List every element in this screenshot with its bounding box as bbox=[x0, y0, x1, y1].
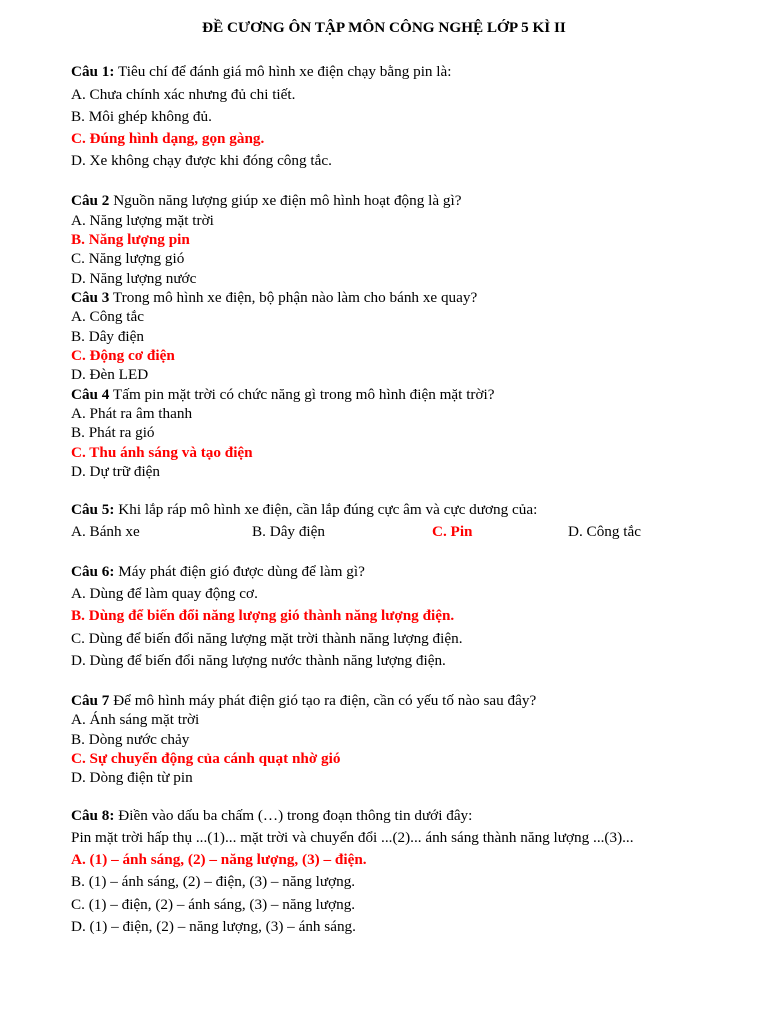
q4-option-a: A. Phát ra âm thanh bbox=[71, 405, 193, 422]
question-label: Câu 2 bbox=[71, 192, 110, 209]
q1-option-c-correct: C. Đúng hình dạng, gọn gàng. bbox=[71, 130, 265, 147]
question-text: Điền vào dấu ba chấm (…) trong đoạn thông tin dưới đây: bbox=[114, 807, 473, 824]
q4-option-b: B. Phát ra gió bbox=[71, 424, 155, 441]
question-5 bbox=[71, 501, 537, 519]
q7-option-a: A. Ánh sáng mặt trời bbox=[71, 711, 200, 728]
q5-option-c-correct: C. Pin bbox=[432, 523, 473, 540]
q3-option-b: B. Dây điện bbox=[71, 328, 144, 345]
question-4 bbox=[71, 386, 494, 404]
question-label: Câu 7 bbox=[71, 692, 110, 709]
q8-option-d: D. (1) – điện, (2) – năng lượng, (3) – ánh sáng. bbox=[71, 918, 356, 935]
q6-option-b-correct: B. Dùng để biến đổi năng lượng gió thành năng lượng điện. bbox=[71, 607, 455, 624]
q5-option-a: A. Bánh xe bbox=[71, 523, 140, 540]
question-3 bbox=[71, 289, 477, 307]
q7-option-b: B. Dòng nước chảy bbox=[71, 731, 190, 748]
question-1 bbox=[71, 63, 452, 81]
question-label: Câu 5: bbox=[71, 501, 115, 518]
q3-option-c-correct: C. Động cơ điện bbox=[71, 347, 175, 364]
q1-option-b: B. Môi ghép không đủ. bbox=[71, 108, 212, 125]
question-text: Để mô hình máy phát điện gió tạo ra điện, cần có yếu tố nào sau đây? bbox=[109, 692, 537, 709]
q8-option-b: B. (1) – ánh sáng, (2) – điện, (3) – năng lượng. bbox=[71, 873, 356, 890]
question-label: Câu 1: bbox=[71, 63, 115, 80]
q8-option-c: C. (1) – điện, (2) – ánh sáng, (3) – năng lượng. bbox=[71, 896, 356, 913]
q8-passage: Pin mặt trời hấp thụ ...(1)... mặt trời và chuyển đổi ...(2)... ánh sáng thành năng lượng ...(3)... bbox=[71, 829, 634, 846]
question-text: Máy phát điện gió được dùng để làm gì? bbox=[114, 563, 365, 580]
q7-option-c-correct: C. Sự chuyển động của cánh quạt nhờ gió bbox=[71, 750, 341, 767]
q6-option-a: A. Dùng để làm quay động cơ. bbox=[71, 585, 258, 602]
q1-option-d: D. Xe không chạy được khi đóng công tắc. bbox=[71, 152, 332, 169]
question-text: Nguồn năng lượng giúp xe điện mô hình hoạt động là gì? bbox=[109, 192, 462, 209]
question-2 bbox=[71, 192, 461, 210]
q2-option-b-correct: B. Năng lượng pin bbox=[71, 231, 190, 248]
q3-option-a: A. Công tắc bbox=[71, 308, 144, 325]
q2-option-a: A. Năng lượng mặt trời bbox=[71, 212, 214, 229]
q3-option-d: D. Đèn LED bbox=[71, 366, 149, 383]
q2-option-d: D. Năng lượng nước bbox=[71, 270, 197, 287]
q5-option-d: D. Công tắc bbox=[568, 523, 641, 540]
document-title: ĐỀ CƯƠNG ÔN TẬP MÔN CÔNG NGHỆ LỚP 5 KÌ II bbox=[202, 19, 566, 36]
question-text: Trong mô hình xe điện, bộ phận nào làm cho bánh xe quay? bbox=[109, 289, 478, 306]
q2-option-c: C. Năng lượng gió bbox=[71, 250, 185, 267]
question-text: Tấm pin mặt trời có chức năng gì trong mô hình điện mặt trời? bbox=[109, 386, 495, 403]
question-8 bbox=[71, 807, 472, 825]
question-label: Câu 6: bbox=[71, 563, 115, 580]
question-label: Câu 8: bbox=[71, 807, 115, 824]
q4-option-c-correct: C. Thu ánh sáng và tạo điện bbox=[71, 444, 253, 461]
q1-option-a: A. Chưa chính xác nhưng đủ chi tiết. bbox=[71, 86, 296, 103]
question-7 bbox=[71, 692, 536, 710]
question-6 bbox=[71, 563, 365, 581]
question-text: Khi lắp ráp mô hình xe điện, cần lắp đúng cực âm và cực dương của: bbox=[114, 501, 538, 518]
question-label: Câu 3 bbox=[71, 289, 110, 306]
question-text: Tiêu chí để đánh giá mô hình xe điện chạy bằng pin là: bbox=[114, 63, 452, 80]
q6-option-d: D. Dùng để biến đổi năng lượng nước thành năng lượng điện. bbox=[71, 652, 446, 669]
question-label: Câu 4 bbox=[71, 386, 110, 403]
q6-option-c: C. Dùng để biến đổi năng lượng mặt trời thành năng lượng điện. bbox=[71, 630, 463, 647]
q7-option-d: D. Dòng điện từ pin bbox=[71, 769, 193, 786]
q4-option-d: D. Dự trữ điện bbox=[71, 463, 161, 480]
q5-option-b: B. Dây điện bbox=[252, 523, 325, 540]
q8-option-a-correct: A. (1) – ánh sáng, (2) – năng lượng, (3) – điện. bbox=[71, 851, 367, 868]
